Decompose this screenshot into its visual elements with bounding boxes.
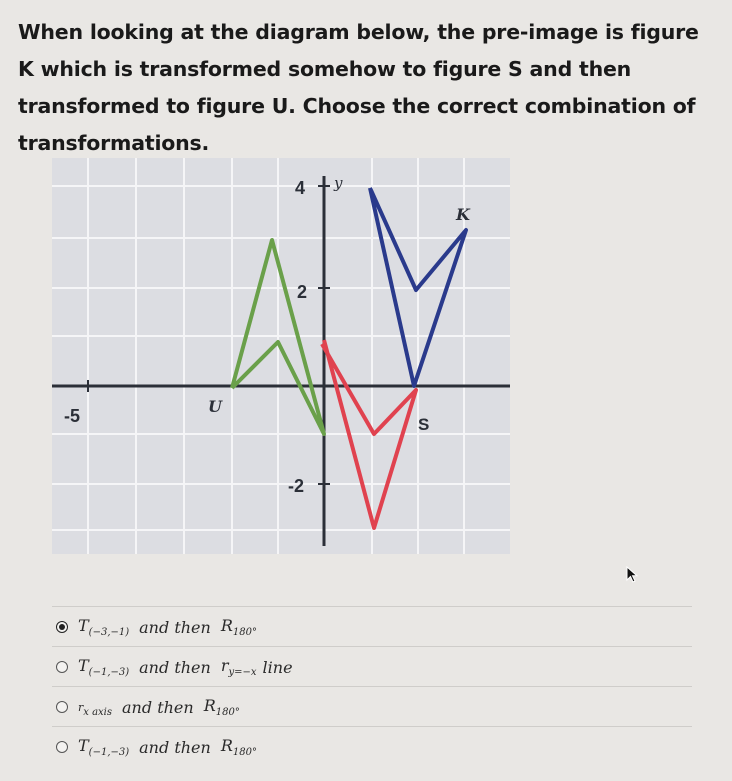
choice-1-connector: and then <box>139 617 211 637</box>
divider <box>52 686 692 687</box>
choice-3-second: $R_{180^\circ}$ <box>203 695 240 719</box>
choice-2-first: $T_{(-1,-3)}$ <box>78 655 130 679</box>
choice-2-second: $r_{y=-x}$ <box>220 655 257 679</box>
choice-3-first: $r_{x axis}$ <box>78 700 113 719</box>
radio-button[interactable] <box>56 741 68 753</box>
radio-button[interactable] <box>56 661 68 673</box>
choice-option-3[interactable] <box>56 692 240 722</box>
choice-1-first: $T_{(-3,-1)}$ <box>78 615 130 639</box>
coordinate-graph <box>52 158 510 554</box>
divider <box>52 646 692 647</box>
choice-option-1[interactable] <box>56 612 257 642</box>
choice-option-4[interactable] <box>56 732 257 762</box>
tick-label-y-4: 4 <box>295 178 306 198</box>
choice-2-suffix: line <box>262 657 293 677</box>
graph-svg <box>52 158 510 554</box>
choice-4-second: $R_{180^\circ}$ <box>220 735 257 759</box>
choice-4-connector: and then <box>139 737 211 757</box>
label-s: S <box>418 415 430 434</box>
y-axis-label: y <box>334 174 343 192</box>
radio-button[interactable] <box>56 701 68 713</box>
tick-label-y-2: 2 <box>297 282 308 302</box>
choice-3-connector: and then <box>122 697 194 717</box>
label-k: K <box>456 205 470 224</box>
choice-4-first: $T_{(-1,-3)}$ <box>78 735 130 759</box>
mouse-cursor-icon <box>626 566 640 584</box>
choice-2-connector: and then <box>139 657 211 677</box>
divider <box>52 726 692 727</box>
radio-button-selected[interactable] <box>56 621 68 633</box>
label-u: U <box>208 397 222 416</box>
tick-label-y-neg2: -2 <box>288 476 305 496</box>
choice-option-2[interactable] <box>56 652 293 682</box>
tick-label-x-neg5: -5 <box>64 406 81 426</box>
grid <box>52 158 510 554</box>
question-text: When looking at the diagram below, the pre-image is figure K which is transformed somehow to figure S and then transformed to figure U. Choose the correct combination of transformations. <box>18 20 699 155</box>
divider <box>52 606 692 607</box>
choice-1-second: $R_{180^\circ}$ <box>220 615 257 639</box>
